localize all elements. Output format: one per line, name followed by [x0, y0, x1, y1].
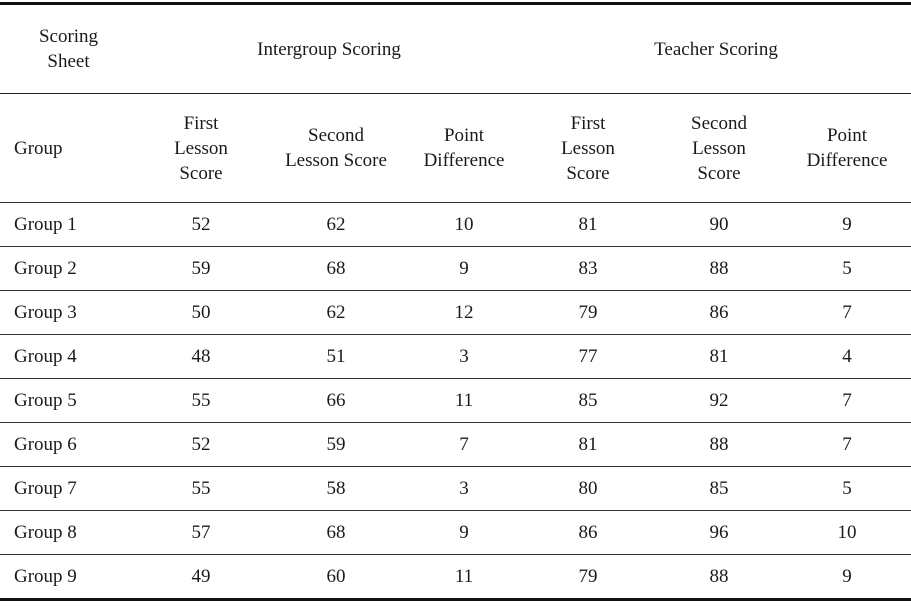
value-cell: 88 [709, 258, 729, 279]
value-cell: 85 [709, 478, 729, 499]
teacher-scoring-header: Teacher Scoring [654, 38, 778, 60]
table-body [0, 203, 911, 600]
teacher-point-difference-header [783, 94, 911, 203]
intergroup-scoring-header: Intergroup Scoring [257, 38, 401, 60]
value-cell: 5 [842, 478, 852, 499]
value-cell: 90 [709, 214, 729, 235]
value-cell: 92 [709, 390, 729, 411]
value-cell: 57 [191, 522, 211, 543]
value-cell: 55 [191, 478, 211, 499]
value-cell: 86 [578, 522, 598, 543]
intergroup-point-difference-header [407, 94, 521, 203]
table-row [0, 467, 911, 511]
group-cell: Group 7 [14, 478, 77, 499]
header-line: Lesson [561, 137, 615, 159]
scoring-sheet-line-2: Sheet [47, 51, 90, 72]
table-row [0, 247, 911, 291]
value-cell: 9 [459, 258, 469, 279]
value-cell: 9 [842, 566, 852, 587]
value-cell: 48 [191, 346, 211, 367]
scoring-sheet-header [0, 4, 137, 94]
value-cell: 9 [842, 214, 852, 235]
value-cell: 3 [459, 478, 469, 499]
group-cell: Group 4 [14, 346, 77, 367]
value-cell: 59 [326, 434, 346, 455]
teacher-second-lesson-header [655, 94, 783, 203]
group-cell: Group 6 [14, 434, 77, 455]
scoring-sheet-line-1: Scoring [38, 26, 99, 47]
value-cell: 83 [578, 258, 598, 279]
value-cell: 10 [454, 214, 474, 235]
value-cell: 7 [459, 434, 469, 455]
value-cell: 50 [191, 302, 211, 323]
table-row [0, 423, 911, 467]
table-row [0, 203, 911, 247]
header-line: Second [308, 125, 364, 146]
header-line: First [183, 112, 219, 134]
header-line: Second [691, 112, 747, 134]
group-cell: Group 2 [14, 258, 77, 279]
teacher-first-lesson-header [521, 94, 655, 203]
value-cell: 77 [578, 346, 598, 367]
value-cell: 81 [578, 434, 598, 455]
value-cell: 49 [191, 566, 211, 587]
table-row [0, 379, 911, 423]
value-cell: 58 [326, 478, 346, 499]
value-cell: 79 [578, 302, 598, 323]
value-cell: 51 [326, 346, 346, 367]
value-cell: 81 [578, 214, 598, 235]
value-cell: 96 [709, 522, 729, 543]
header-line: Lesson [692, 137, 746, 159]
header-line: Point [443, 125, 485, 146]
value-cell: 52 [191, 434, 211, 455]
value-cell: 62 [326, 214, 346, 235]
scoring-table [0, 2, 911, 601]
value-cell: 7 [842, 390, 852, 411]
header-row-top [0, 4, 911, 94]
value-cell: 9 [459, 522, 469, 543]
group-cell: Group 9 [14, 566, 77, 587]
value-cell: 11 [454, 566, 474, 587]
value-cell: 62 [326, 302, 346, 323]
table-row [0, 555, 911, 600]
value-cell: 88 [709, 434, 729, 455]
value-cell: 59 [191, 258, 211, 279]
value-cell: 85 [578, 390, 598, 411]
group-column-header: Group [14, 137, 63, 159]
group-cell: Group 8 [14, 522, 77, 543]
value-cell: 7 [842, 434, 852, 455]
header-line: First [570, 112, 606, 134]
group-cell: Group 1 [14, 214, 77, 235]
header-line: Score [179, 162, 223, 184]
value-cell: 3 [459, 346, 469, 367]
value-cell: 7 [842, 302, 852, 323]
group-cell: Group 3 [14, 302, 77, 323]
header-line: Difference [806, 150, 888, 171]
table-row [0, 291, 911, 335]
group-cell: Group 5 [14, 390, 77, 411]
intergroup-second-lesson-header [265, 94, 407, 203]
value-cell: 81 [709, 346, 729, 367]
header-line: Lesson Score [285, 150, 387, 171]
value-cell: 66 [326, 390, 346, 411]
value-cell: 10 [837, 522, 857, 543]
intergroup-first-lesson-header [137, 94, 265, 203]
header-line: Point [826, 125, 868, 146]
header-line: Lesson [174, 137, 228, 159]
value-cell: 68 [326, 258, 346, 279]
value-cell: 5 [842, 258, 852, 279]
value-cell: 52 [191, 214, 211, 235]
value-cell: 79 [578, 566, 598, 587]
table-row [0, 511, 911, 555]
header-line: Difference [423, 150, 505, 171]
value-cell: 12 [454, 302, 474, 323]
header-line: Score [566, 162, 610, 184]
table-row [0, 335, 911, 379]
header-row-sub [0, 94, 911, 203]
value-cell: 60 [326, 566, 346, 587]
value-cell: 55 [191, 390, 211, 411]
value-cell: 88 [709, 566, 729, 587]
value-cell: 4 [842, 346, 852, 367]
value-cell: 86 [709, 302, 729, 323]
value-cell: 80 [578, 478, 598, 499]
value-cell: 11 [454, 390, 474, 411]
header-line: Score [697, 162, 741, 184]
value-cell: 68 [326, 522, 346, 543]
